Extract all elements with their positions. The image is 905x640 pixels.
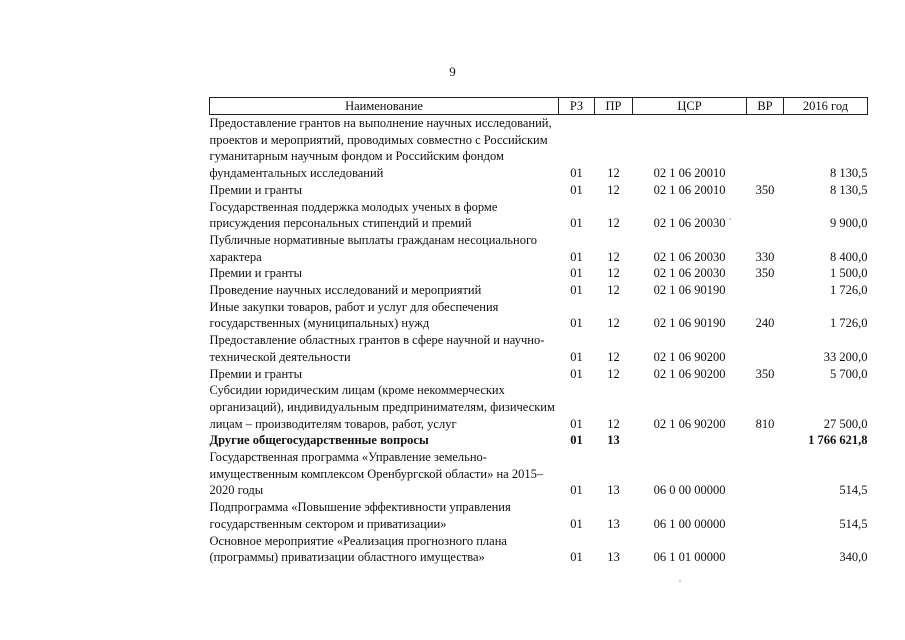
row-amount: 27 500,0 [823,416,868,431]
row-amount: 1 726,0 [830,283,868,298]
budget-table [209,97,868,566]
header-rz: РЗ [559,98,595,115]
table-body [210,115,868,566]
table-row [210,282,868,299]
row-name: Государственная программа «Управление земельно-имущественным комплексом Оренбургской области» на 2015–2020 годы [209,450,544,498]
row-vr [747,282,784,299]
row-amount: 514,5 [839,483,868,498]
header-csr: ЦСР [633,98,747,115]
scan-speck [679,580,681,582]
row-amount: 1 726,0 [830,316,868,331]
page-number: 9 [449,64,456,79]
row-pr: 13 [607,516,620,531]
table-row [210,366,868,383]
row-vr: 350 [755,266,775,281]
table-row [210,115,868,182]
row-rz: 01 [570,182,583,197]
row-name: Основное мероприятие «Реализация прогнозного плана (программы) приватизации областного имущества» [209,533,507,565]
row-csr: 02 1 06 20030 [653,249,726,264]
row-vr [747,533,784,566]
row-name: Подпрограмма «Повышение эффективности управления государственным сектором и приватизации» [209,500,511,531]
row-pr: 12 [607,249,620,264]
row-rz: 01 [570,266,583,281]
row-pr: 12 [607,182,620,197]
table-row [210,533,868,566]
row-pr: 13 [607,550,620,565]
table-row [210,449,868,499]
table-row [210,199,868,232]
table-row [210,332,868,365]
row-amount: 1 500,0 [830,266,868,281]
row-pr: 12 [607,266,620,281]
row-rz: 01 [570,433,583,448]
row-csr: 02 1 06 90200 [653,416,726,431]
row-amount: 340,0 [839,550,868,565]
row-amount: 33 200,0 [823,349,868,364]
row-vr [747,115,784,182]
row-pr: 13 [607,433,620,448]
row-vr [747,449,784,499]
row-csr: 02 1 06 90200 [653,366,726,381]
row-pr: 12 [607,166,620,181]
header-year: 2016 год [784,98,868,115]
row-vr [747,499,784,532]
table-row [210,182,868,199]
table-row [210,382,868,432]
row-amount: 514,5 [839,516,868,531]
row-csr: 02 1 06 20030 [653,266,726,281]
table-row [210,499,868,532]
row-vr: 350 [755,366,775,381]
row-pr: 12 [607,349,620,364]
row-amount: 8 130,5 [830,182,868,197]
row-vr: 330 [755,249,775,264]
row-amount: 8 400,0 [830,249,868,264]
row-rz: 01 [570,283,583,298]
row-name: Премии и гранты [209,366,303,381]
row-pr: 12 [607,216,620,231]
row-name: Иные закупки товаров, работ и услуг для обеспечения государственных (муниципальных) нужд [209,299,499,331]
row-name: Публичные нормативные выплаты гражданам несоциального характера [209,232,538,264]
row-pr: 13 [607,483,620,498]
table-row [210,265,868,282]
row-rz: 01 [570,316,583,331]
row-vr: 810 [755,416,775,431]
row-vr [747,432,784,449]
row-amount: 1 766 621,8 [808,433,868,448]
row-rz: 01 [570,483,583,498]
row-csr: 02 1 06 20030 [653,216,726,231]
row-name: Государственная поддержка молодых ученых в форме присуждения персональных стипендий и премий [209,199,498,231]
row-pr: 12 [607,416,620,431]
table-row [210,299,868,332]
row-name: Субсидии юридическим лицам (кроме некоммерческих организаций), индивидуальным предпринимателям, физическим лицам – производителям товаров, работ, услуг [209,383,555,431]
row-vr: 350 [755,182,775,197]
row-vr [747,332,784,365]
table-header-row [210,98,868,115]
row-csr: 02 1 06 20010 [653,182,726,197]
row-pr: 12 [607,283,620,298]
row-amount: 9 900,0 [830,216,868,231]
row-name: Премии и гранты [209,266,303,281]
row-rz: 01 [570,516,583,531]
row-rz: 01 [570,166,583,181]
row-rz: 01 [570,366,583,381]
row-vr [747,199,784,232]
row-rz: 01 [570,416,583,431]
row-name: Проведение научных исследований и мероприятий [209,283,482,298]
row-csr: 02 1 06 90190 [653,316,726,331]
row-amount: 8 130,5 [830,166,868,181]
row-name: Предоставление грантов на выполнение научных исследований, проектов и мероприятий, проводимых совместно с Российским гуманитарным научным фондом и Российским фондом фундаментальных исследований [209,116,552,181]
row-pr: 12 [607,316,620,331]
row-csr: 06 1 00 00000 [653,516,726,531]
row-name: Предоставление областных грантов в сфере научной и научно-технической деятельности [209,333,545,364]
row-csr: 02 1 06 90200 [653,349,726,364]
scan-speck [729,218,731,220]
row-rz: 01 [570,249,583,264]
row-rz: 01 [570,216,583,231]
row-csr [633,432,747,449]
row-vr: 240 [755,316,775,331]
row-amount: 5 700,0 [830,366,868,381]
header-pr: ПР [595,98,633,115]
row-pr: 12 [607,366,620,381]
row-csr: 02 1 06 90190 [653,283,726,298]
header-vr: ВР [747,98,784,115]
row-csr: 02 1 06 20010 [653,166,726,181]
row-csr: 06 0 00 00000 [653,483,726,498]
row-name: Другие общегосударственные вопросы [209,433,429,448]
table-row [210,232,868,265]
row-csr: 06 1 01 00000 [653,550,726,565]
row-rz: 01 [570,349,583,364]
row-name: Премии и гранты [209,182,303,197]
table-row [210,432,868,449]
row-rz: 01 [570,550,583,565]
header-name: Наименование [210,98,559,115]
